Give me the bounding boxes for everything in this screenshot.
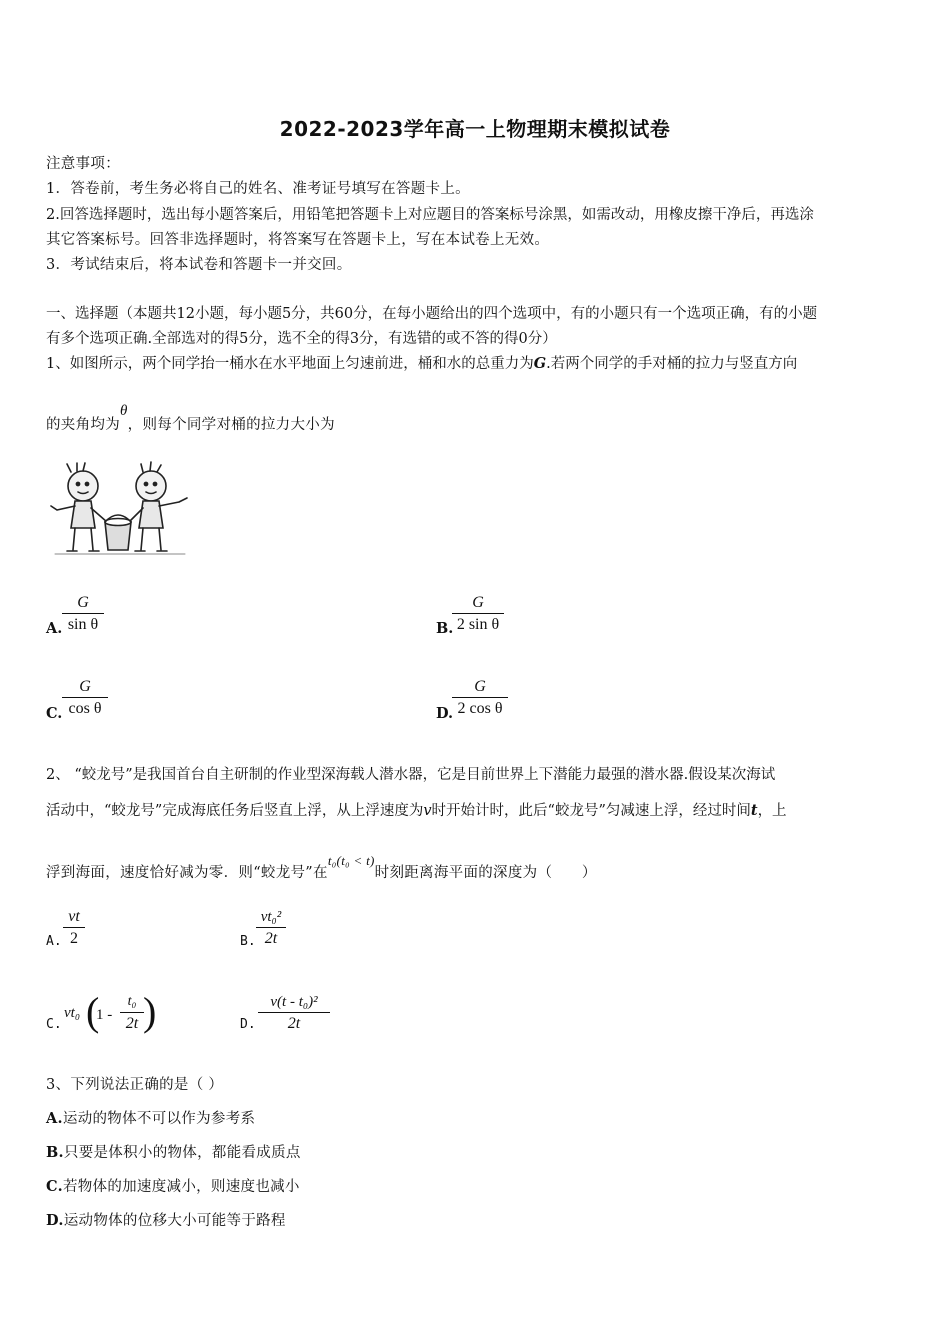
q2-stem-text-b: 时开始计时，此后“蛟龙号”匀减速上浮，经过时间 [431, 803, 751, 819]
q2-stem-line2 [46, 799, 787, 820]
q2-option-c-prefix: vt₀ [64, 1005, 81, 1021]
section-1-instructions: 一、选择题（本题共12小题，每小题5分，共60分，在每小题给出的四个选项中，有的小题只有一个选项正确，有的小题 [46, 306, 818, 322]
notice-item-3: 3．考试结束后，将本试卷和答题卡一并交回。 [46, 257, 352, 273]
q1-option-a-fraction [62, 593, 104, 636]
q2-stem-line1: 2、 “蛟龙号”是我国首台自主研制的作业型深海载人潜水器，它是目前世界上下潜能力最强的潜水器.假设某次海试 [46, 767, 776, 783]
notice-item-1: 1．答卷前，考生务必将自己的姓名、准考证号填写在答题卡上。 [46, 181, 470, 197]
q1-stem-text-a: 1、如图所示，两个同学抬一桶水在水平地面上匀速前进，桶和水的总重力为 [46, 356, 534, 372]
q3-option-a-label: A. [46, 1110, 63, 1127]
q1-option-d-numerator: G [474, 678, 486, 695]
q2-option-d-label: D. [240, 1017, 256, 1032]
students-carrying-bucket-figure [45, 458, 195, 560]
q1-option-d-label: D. [436, 705, 454, 722]
q1-option-c-denominator: cos θ [68, 700, 102, 717]
notice-item-2-cont: 其它答案标号。回答非选择题时，将答案写在答题卡上，写在本试卷上无效。 [46, 232, 550, 248]
q2-option-c-inner: 1 - [96, 1007, 113, 1023]
q2-option-b-label: B. [240, 934, 256, 949]
q2-option-b-fraction [256, 907, 286, 950]
q2-option-a-denominator: 2 [70, 930, 78, 947]
q1-option-b-fraction [452, 593, 504, 636]
q1-stem-text-d: ，则每个同学对桶的拉力大小为 [127, 417, 335, 433]
q2-option-c-left-paren: ( [86, 989, 100, 1034]
q1-option-b-label: B. [436, 620, 454, 637]
q3-option-d-label: D. [46, 1212, 64, 1229]
q2-option-d-numerator: v(t - t₀)² [270, 994, 318, 1010]
q3-option-b [46, 1141, 301, 1162]
q2-option-c-numerator: t₀ [127, 994, 137, 1009]
q2-stem-text-e: 时刻距离海平面的深度为（ ） [374, 865, 597, 881]
q1-option-d-denominator: 2 cos θ [457, 700, 503, 717]
q2-stem-text-c: ，上 [757, 803, 787, 819]
q1-option-a-label: A. [46, 620, 63, 637]
q1-option-c-numerator: G [79, 678, 91, 695]
q1-option-b-denominator: 2 sin θ [456, 616, 500, 633]
q1-stem-text-c: 的夹角均为 [46, 417, 120, 433]
q3-option-b-text: 只要是体积小的物体，都能看成质点 [63, 1145, 301, 1161]
q3-option-a-text: 运动的物体不可以作为参考系 [62, 1111, 256, 1127]
q1-stem-line2 [46, 403, 335, 434]
q1-option-c-label: C. [46, 705, 63, 722]
q2-option-a-numerator: vt [68, 908, 80, 925]
q2-velocity-symbol: v [423, 803, 432, 819]
q1-option-d-fraction [452, 677, 508, 720]
q2-time-symbol: t [750, 802, 758, 819]
q1-theta-symbol: θ [120, 403, 128, 419]
q2-option-c-label: C. [46, 1017, 62, 1032]
q3-option-a [46, 1107, 255, 1128]
q3-option-d-text: 运动物体的位移大小可能等于路程 [63, 1213, 286, 1229]
q3-option-c-label: C. [46, 1178, 63, 1195]
section-1-instructions-cont: 有多个选项正确.全部选对的得5分，选不全的得3分，有选错的或不答的得0分） [46, 331, 557, 347]
q3-option-d [46, 1209, 286, 1230]
q3-option-c [46, 1175, 300, 1196]
q2-time-condition: t₀(t₀ < t) [327, 853, 375, 868]
q2-option-b-denominator: 2t [264, 930, 278, 947]
q2-option-d-denominator: 2t [287, 1015, 301, 1032]
q1-option-b-numerator: G [472, 594, 484, 611]
q1-option-c-fraction [62, 677, 108, 720]
q2-option-b-numerator: vt₀² [260, 909, 282, 925]
q2-option-c-right-paren: ) [143, 989, 157, 1034]
q2-stem-text-d: 浮到海面，速度恰好减为零．则“蛟龙号”在 [46, 865, 328, 881]
q1-option-a-denominator: sin θ [67, 616, 99, 633]
q1-gravity-symbol: G [533, 355, 547, 372]
q3-option-c-text: 若物体的加速度减小，则速度也减小 [62, 1179, 300, 1195]
q2-option-c-fraction [120, 992, 144, 1035]
q1-option-a-numerator: G [77, 594, 89, 611]
q3-option-b-label: B. [46, 1144, 64, 1161]
q2-option-a-fraction [63, 907, 85, 950]
notice-item-2: 2.回答选择题时，选出每小题答案后，用铅笔把答题卡上对应题目的答案标号涂黑，如需改动，用橡皮擦干净后，再选涂 [46, 207, 814, 223]
q2-stem-text-a: 活动中，“蛟龙号”完成海底任务后竖直上浮，从上浮速度为 [46, 803, 424, 819]
q2-option-a-label: A. [46, 934, 62, 949]
q2-stem-line3 [46, 853, 597, 882]
q2-option-d-fraction [258, 992, 330, 1035]
q1-stem-text-b: .若两个同学的手对桶的拉力与竖直方向 [546, 356, 798, 372]
page-title: 2022-2023学年高一上物理期末模拟试卷 [279, 117, 671, 141]
q1-stem-line1 [46, 352, 797, 373]
notice-heading: 注意事项： [46, 156, 120, 172]
q2-option-c-denominator: 2t [125, 1015, 139, 1032]
q3-stem: 3、下列说法正确的是（ ） [46, 1077, 224, 1093]
